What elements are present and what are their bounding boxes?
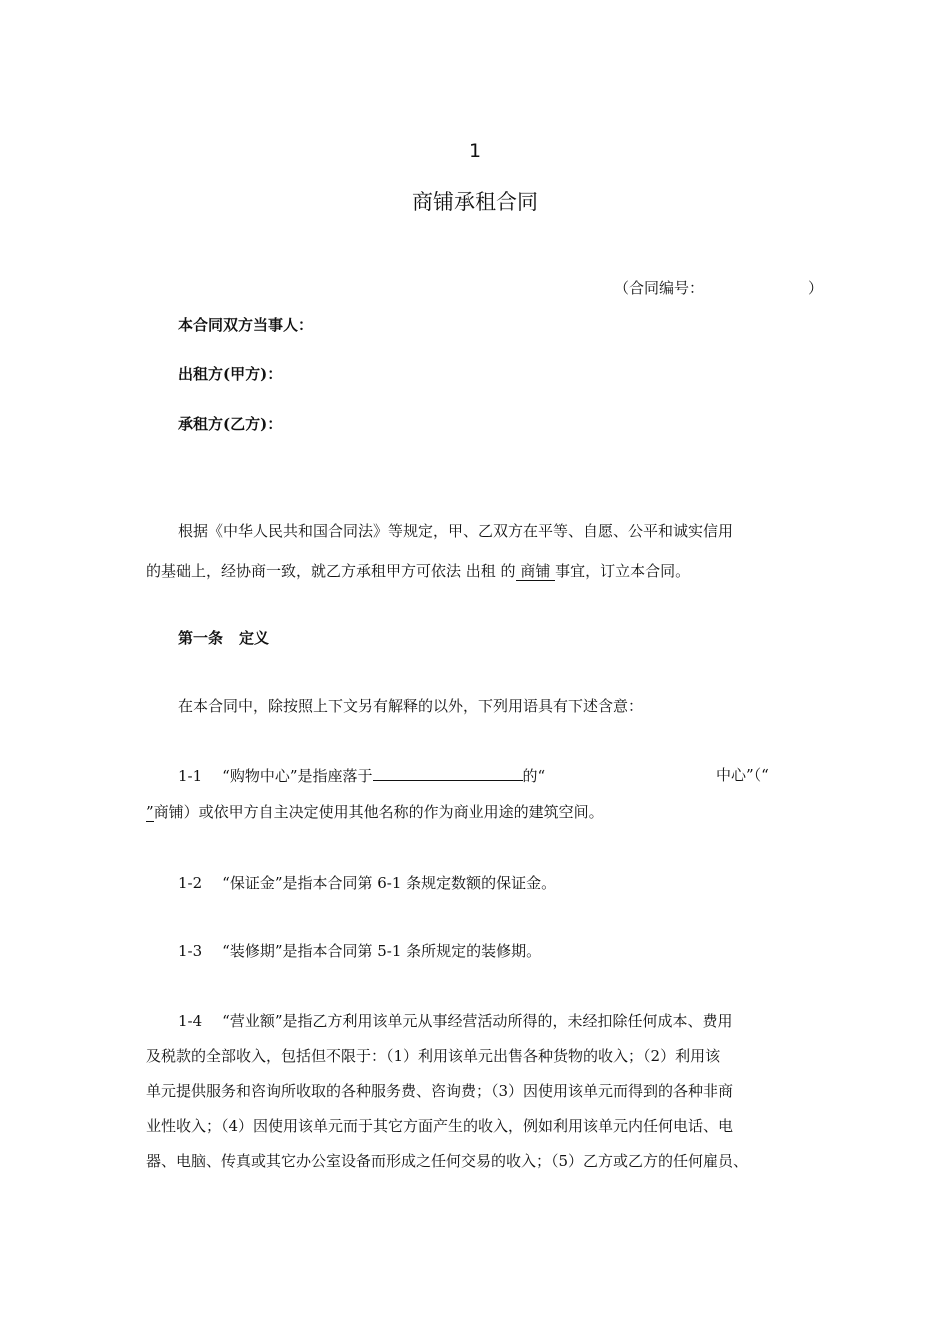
clause-1-3 [178,939,541,963]
intro-line-1: 根据《中华人民共和国合同法》等规定，甲、乙双方在平等、自愿、公平和诚实信用 [178,522,734,540]
clause-1-3-number: 1-3 [178,942,203,960]
clause-1-2-text: “保证金”是指本合同第 6-1 条规定数额的保证金。 [222,874,557,892]
article-1-heading [178,626,269,650]
intro-text-b: 事宜，订立本合同。 [555,562,691,580]
clause-1-4-line-3: 单元提供服务和咨询所收取的各种服务费、咨询费；（3）因使用该单元而得到的各种非商 [146,1082,734,1100]
clause-1-4-line-2: 及税款的全部收入，包括但不限于：（1）利用该单元出售各种货物的收入；（2）利用该 [146,1047,721,1065]
clause-1-2-number: 1-2 [178,874,203,892]
intro-line-2 [146,559,690,583]
clause-1-1-line-2-text: 商铺）或依甲方自主决定使用其他名称的作为商业用途的建筑空间。 [153,803,604,821]
contract-number [614,276,704,300]
clause-1-1-text-c: 中心”（“ [716,766,769,784]
parties-heading: 本合同双方当事人： [178,316,314,334]
article-1-preamble: 在本合同中，除按照上下文另有解释的以外，下列用语具有下述含意： [178,697,644,715]
clause-1-4-line-4: 业性收入；（4）因使用该单元而于其它方面产生的收入，例如利用该单元内任何电话、电 [146,1117,734,1135]
location-blank [373,763,523,781]
lessee-label: 承租方(乙方)： [178,415,283,433]
clause-1-1-line-2 [146,800,604,824]
premises-type: 商铺 [515,562,556,580]
article-1-number: 第一条 [178,629,224,647]
intro-text-a: 的基础上，经协商一致，就乙方承租甲方可依法 出租 的 [146,562,516,580]
clause-1-4-line-5: 器、电脑、传真或其它办公室设备而形成之任何交易的收入；（5）乙方或乙方的任何雇员、 [146,1152,749,1170]
contract-number-label: （合同编号： [614,279,705,297]
clause-1-4-number: 1-4 [178,1012,203,1030]
clause-1-1-line-1 [178,763,545,788]
clause-1-2 [178,871,556,895]
contract-number-close: ） [808,279,824,297]
page-number: 1 [468,140,482,162]
clause-1-3-text: “装修期”是指本合同第 5-1 条所规定的装修期。 [222,942,542,960]
article-1-title: 定义 [239,629,270,647]
clause-1-4-line-1 [178,1009,733,1033]
document-title: 商铺承租合同 [412,190,538,214]
clause-1-4-text-1: “营业额”是指乙方利用该单元从事经营活动所得的，未经扣除任何成本、费用 [222,1012,733,1030]
clause-1-1-number: 1-1 [178,767,203,785]
clause-1-1-quote-close: ” [146,803,154,821]
clause-1-1-text-b: 的“ [522,767,546,785]
clause-1-1-text-a: “购物中心”是指座落于 [222,767,373,785]
lessor-label: 出租方(甲方)： [178,365,283,383]
